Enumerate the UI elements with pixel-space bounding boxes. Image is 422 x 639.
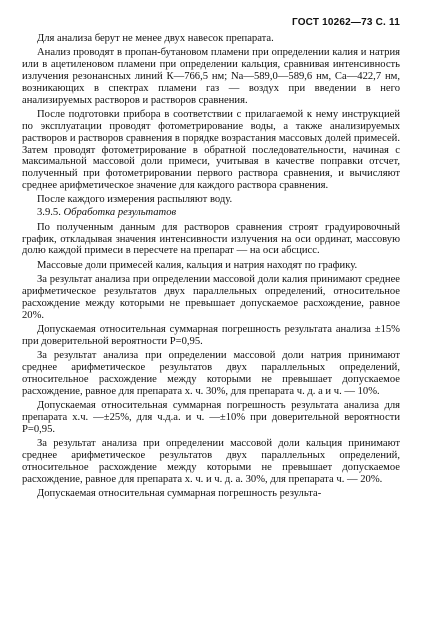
paragraph: За результат анализа при определении массовой доли кальция принимают среднее арифметическое результатов двух параллельных определений, относительное расхождение между которыми не превышает допускаемое расхождение, равное для препарата х. ч. и ч. д. а. 30%, для препарата ч. — 20%. bbox=[22, 438, 400, 485]
paragraph: Допускаемая относительная суммарная погрешность результата анализа для препарата х.ч. —±25%, для ч.д.а. и ч. —±10% при доверительной вероятности Р=0,95. bbox=[22, 399, 400, 435]
page-header: ГОСТ 10262—73 С. 11 bbox=[291, 17, 400, 28]
paragraph: Массовые доли примесей калия, кальция и натрия находят по графику. bbox=[37, 259, 358, 271]
section-heading bbox=[22, 207, 400, 219]
section-title: Обработка результатов bbox=[63, 207, 177, 219]
paragraph: По полученным данным для растворов сравнения строят градуировочный график, откладывая значения интенсивности излучения на оси ординат, массовую долю каждой примеси в пересчете на препарат — на оси абсцисс. bbox=[22, 221, 400, 257]
paragraph: Для анализа берут не менее двух навесок препарата. bbox=[37, 33, 274, 44]
paragraph: Допускаемая относительная суммарная погрешность результа- bbox=[37, 487, 322, 499]
paragraph: После каждого измерения распыляют воду. bbox=[37, 194, 233, 206]
paragraph: За результат анализа при определении массовой доли натрия принимают среднее арифметическое результатов двух параллельных определений, относительное расхождение между которыми не превышает допускаемое расхождение, равное для препарата х. ч. 30%, для препарата ч. д. а и ч. — 10%. bbox=[22, 350, 400, 397]
paragraph: За результат анализа при определении массовой доли калия принимают среднее арифметическое результатов двух параллельных определений, относительное расхождение между которыми не превышает допускаемое расхождение, равное 20%. bbox=[22, 274, 400, 321]
paragraph: Допускаемая относительная суммарная погрешность результата анализа ±15% при доверительной вероятности Р=0,95. bbox=[22, 323, 400, 347]
paragraph: Анализ проводят в пропан-бутановом пламени при определении калия и натрия или в ацетиленовом пламени при определении кальция, сравнивая интенсивность излучения резонансных линий К—766,5 нм; Na—589,0—589,6 нм, Са—422,7 нм, возникающих в спектрах пламени газ — воздух при введении в него анализируемых растворов и растворов сравнения. bbox=[22, 47, 400, 106]
document-body bbox=[22, 33, 400, 500]
section-number: 3.9.5. bbox=[37, 207, 61, 219]
paragraph: После подготовки прибора в соответствии с прилагаемой к нему инструкцией по эксплуатации проводят фотометрирование воды, а также анализируемых растворов и растворов сравнения в порядке возрастания массовых долей примесей. Затем проводят фотометрирование в обратной последовательности, начиная с максимальной массовой доли примеси, учитывая в качестве поправки отсчет, полученный при фотометрировании первого раствора сравнения, и вычисляют среднее арифметическое значение для каждого раствора сравнения. bbox=[22, 109, 400, 192]
